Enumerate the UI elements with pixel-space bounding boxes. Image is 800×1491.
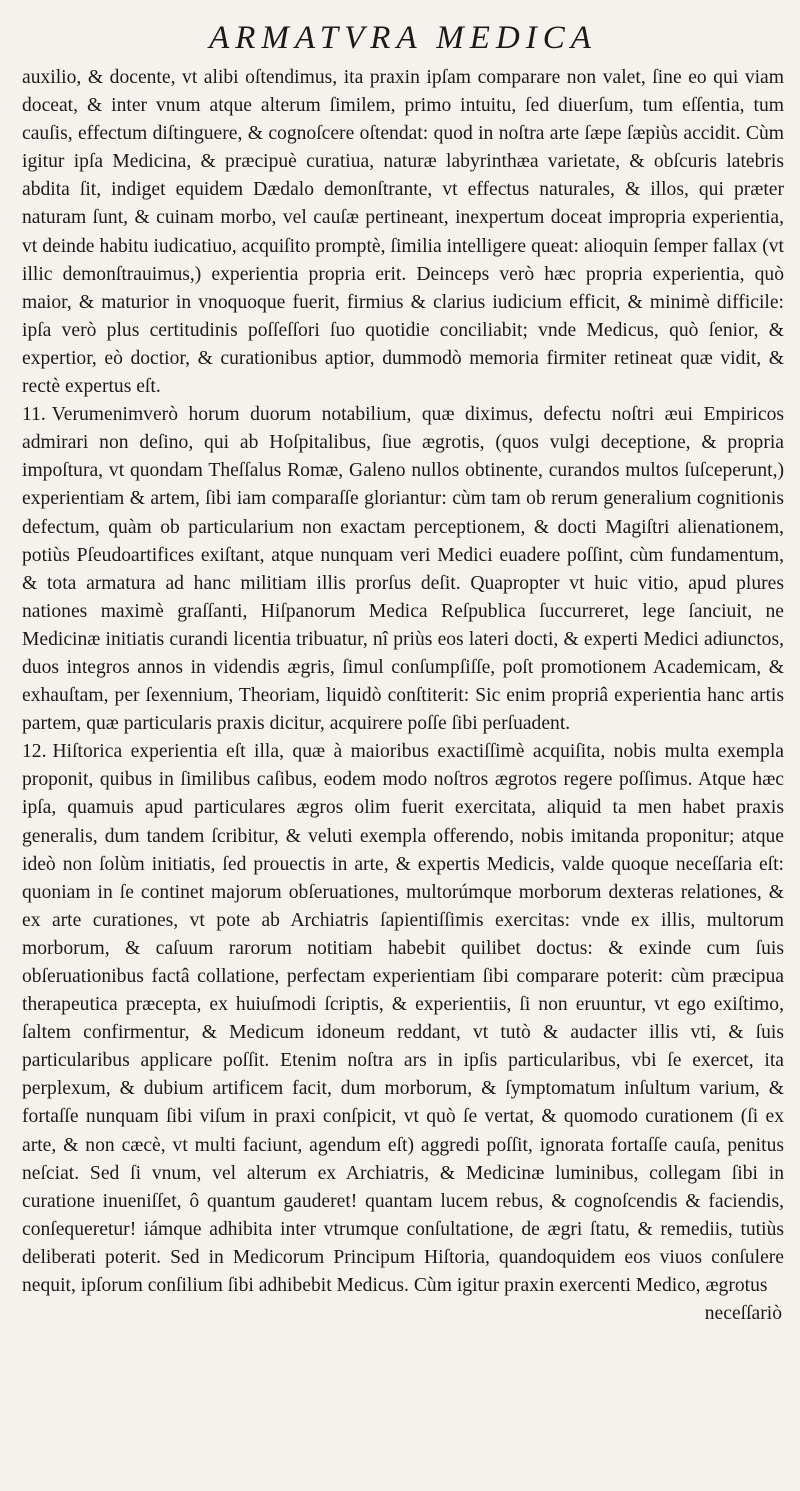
- paragraph-number: 12.: [22, 741, 47, 763]
- paragraph-number: 11.: [22, 404, 46, 426]
- body-text: [22, 64, 784, 1300]
- paragraph-12: [22, 738, 784, 1300]
- paragraph-continuation: [22, 64, 784, 401]
- paragraph-text: auxilio, & docente, vt alibi oſtendimus, ita praxin ipſam comparare non valet, ſine eo qui viam doceat, & inter vnum atque alterum ſimilem, primo intuitu, ſed diuerſum, tum eſſentia, tum cauſis, effectum diſtinguere, & cognoſcere oſtendat: quod in noſtra arte ſæpe ſæpiùs accidit. Cùm igitur ipſa Medicina, & præcipuè curatiua, naturæ labyrinthæa varietate, & obſcuris latebris abdita ſit, indiget equidem Dædalo demonſtrante, vt effectus naturales, & illos, qui præter naturam ſunt, & cuinam morbo, vel cauſæ pertineant, inexpertum doceat impropria experientia, vt deinde habitu iudicatiuo, acquiſito promptè, ſimilia intelligere queat: alioquin ſemper fallax (vt illic demonſtrauimus,) experientia propria erit. Deinceps verò hæc propria experientia, quò maior, & maturior in vnoquoque fuerit, firmius & clarius iudicium efficit, & minimè difficile: ipſa verò plus certitudinis poſſeſſori ſuo quotidie conciliabit; vnde Medicus, quò ſenior, & expertior, eò doctior, & curationibus aptior, dummodò memoria firmiter retineat quæ vidit, & rectè expertus eſt.: [22, 67, 784, 398]
- catchword: neceſſariò: [704, 1303, 782, 1325]
- paragraph-11: [22, 401, 784, 738]
- paragraph-text: Verumenimverò horum duorum notabilium, quæ diximus, defectu noſtri æui Empiricos admirari non deſino, qui ab Hoſpitalibus, ſiue ægrotis, (quos vulgi deceptione, & propria impoſtura, vt quondam Theſſalus Romæ, Galeno nullos obtinente, curandos multos ſuſceperunt,) experientiam & artem, ſibi iam comparaſſe gloriantur: cùm tam ob rerum generalium cognitionis defectum, quàm ob particularium non exactam perceptionem, & docti Magiſtri alienationem, potiùs Pſeudoartifices exiſtant, atque nunquam veri Medici euadere poſſint, cùm fundamentum, & tota armatura ad hanc militiam illis prorſus deſit. Quapropter vt huic vitio, apud plures nationes maximè graſſanti, Hiſpanorum Medica Reſpublica ſuccurreret, lege ſanciuit, ne Medicinæ initiatis curandi licentia tribuatur, nî priùs eos lateri docti, & experti Medici adiunctos, duos integros annos in videndis ægris, ſimul conſumpſiſſe, poſt promotionem Academicam, & exhauſtam, per ſexennium, Theoriam, liquidò conſtiterit: Sic enim propriâ experientia hanc artis partem, quæ particularis praxis dicitur, acquirere poſſe ſibi perſuadent.: [22, 404, 784, 735]
- paragraph-text: Hiſtorica experientia eſt illa, quæ à maioribus exactiſſimè acquiſita, nobis multa exempla proponit, quibus in ſimilibus caſibus, eodem modo noſtros ægrotos regere poſſimus. Atque hæc ipſa, quamuis apud particulares ægros olim fuerit exercitata, aliquid ta men habet praxis generalis, dum tandem ſcribitur, & veluti exempla offerendo, nobis imitanda proponitur; atque ideò non ſolùm initiatis, ſed prouectis in arte, & expertis Medicis, valde quoque neceſſaria eſt: quoniam in ſe continet majorum obſeruationes, multorúmque morborum dexteras relationes, & ex arte curationes, vt pote ab Archiatris ſapientiſſimis exercitas: vnde ex illis, multorum morborum, & caſuum rarorum notitiam habebit quilibet doctus: & exinde cum ſuis obſeruationibus factâ collatione, perfectam experientiam ſibi comparare poterit: cùm præcipua therapeutica præcepta, ex huiuſmodi ſcriptis, & experientiis, ſi non eruuntur, vt ego exiſtimo, ſaltem confirmentur, & Medicum idoneum reddant, vt tutò & audacter illis vti, & ſuis particularibus applicare poſſit. Etenim noſtra ars in ipſis particularibus, vbi ſe exercet, ita perplexum, & dubium artificem facit, dum morborum, & ſymptomatum inſultum varium, & fortaſſe nunquam ſibi viſum in praxi conſpicit, vt quò ſe vertat, & quomodo curationem (ſi ex arte, & non cæcè, vt multi faciunt, agendum eſt) aggredi poſſit, ignorata fortaſſe cauſa, penitus neſciat. Sed ſi vnum, vel alterum ex Archiatris, & Medicinæ luminibus, collegam ſibi in curatione inueniſſet, ô quantum gauderet! quantam lucem rebus, & cognoſcendis & faciendis, conſequeretur! iámque adhibita inter vtrumque conſultatione, de ægri ſtatu, & remediis, tutiùs deliberati poterit. Sed in Medicorum Principum Hiſtoria, quandoquidem eos viuos conſulere nequit, ipſorum conſilium ſibi adhibebit Medicus. Cùm igitur praxin exercenti Medico, ægrotus: [22, 741, 784, 1297]
- running-head: ARMATVRA MEDICA: [209, 20, 597, 56]
